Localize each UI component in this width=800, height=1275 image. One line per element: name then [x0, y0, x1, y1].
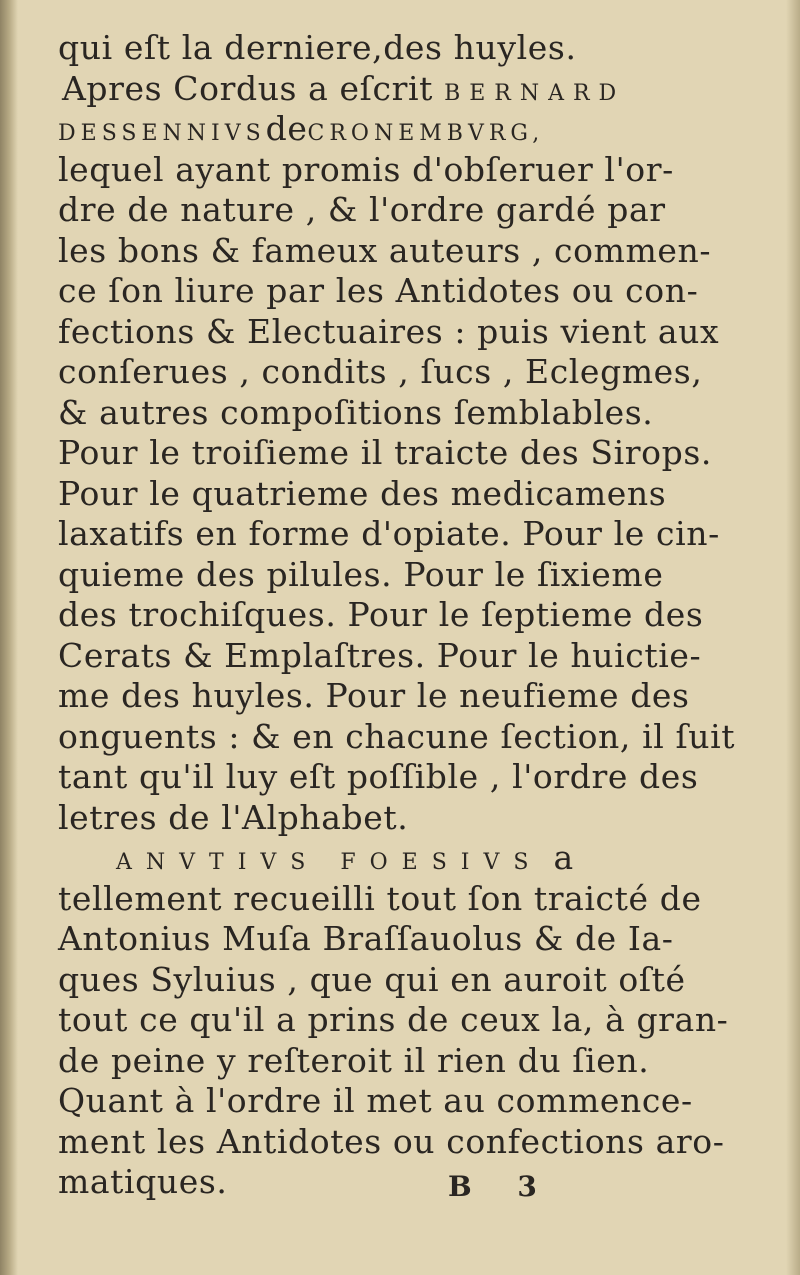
text-line-13: laxatifs en forme d'opiate. Pour le cin- [58, 514, 720, 553]
text-line-1: qui eſt la derniere,des huyles. [58, 28, 577, 67]
text-line-2: Apres Cordus a eſcrit BERNARD [62, 68, 626, 108]
text-line-3: DESSENNIVSdeCRONEMBVRG, [58, 109, 545, 148]
page-edge-shadow [786, 0, 800, 1275]
text-line-14: quieme des pilules. Pour le ſixieme [58, 554, 664, 594]
text-line-17: me des huyles. Pour le neufieme des [58, 676, 690, 715]
text-line-24: ques Syluius , que qui en auroit oſté [58, 959, 686, 999]
text-line-4: lequel ayant promis d'obſeruer l'or- [58, 149, 674, 189]
text-line-27: Quant à l'ordre il met au commence- [58, 1081, 693, 1120]
text-line-29: matiques. [58, 1162, 228, 1201]
text-line-18: onguents : & en chacune ſection, il ſuit [58, 716, 736, 756]
text-line-20: letres de l'Alphabet. [58, 797, 409, 837]
text-line-9: conſerues , condits , ſucs , Eclegmes, [58, 352, 703, 391]
text-line-6: les bons & fameux auteurs , commen- [58, 230, 712, 270]
text-line-7: ce ſon liure par les Antidotes ou con- [58, 271, 699, 310]
page-text [58, 28, 736, 1203]
page-gutter-shadow [0, 0, 18, 1275]
text-line-19: tant qu'il luy eſt poſſible , l'ordre des [58, 757, 699, 796]
text-line-21: ANVTIVS FOESIVS a [116, 838, 574, 877]
text-line-23: Antonius Muſa Braſſauolus & de Ia- [58, 919, 674, 958]
text-line-28: ment les Antidotes ou confections aro- [58, 1121, 725, 1161]
text-line-12: Pour le quatrieme des medicamens [58, 473, 667, 513]
text-line-8: fections & Electuaires : puis vient aux [58, 311, 720, 351]
text-line-10: & autres compoſitions ſemblables. [58, 392, 654, 432]
text-line-26: de peine y reſteroit il rien du ſien. [58, 1040, 650, 1080]
text-line-16: Cerats & Emplaſtres. Pour le huictie- [58, 635, 702, 675]
text-line-11: Pour le troiſieme il traicte des Sirops. [58, 433, 712, 472]
text-line-5: dre de nature , & l'ordre gardé par [58, 190, 666, 229]
signature-mark: B 3 [448, 1170, 555, 1203]
text-line-22: tellement recueilli tout ſon traicté de [58, 878, 702, 918]
text-line-15: des trochiſques. Pour le ſeptieme des [58, 595, 704, 634]
text-line-25: tout ce qu'il a prins de ceux la, à gran- [58, 1000, 729, 1039]
